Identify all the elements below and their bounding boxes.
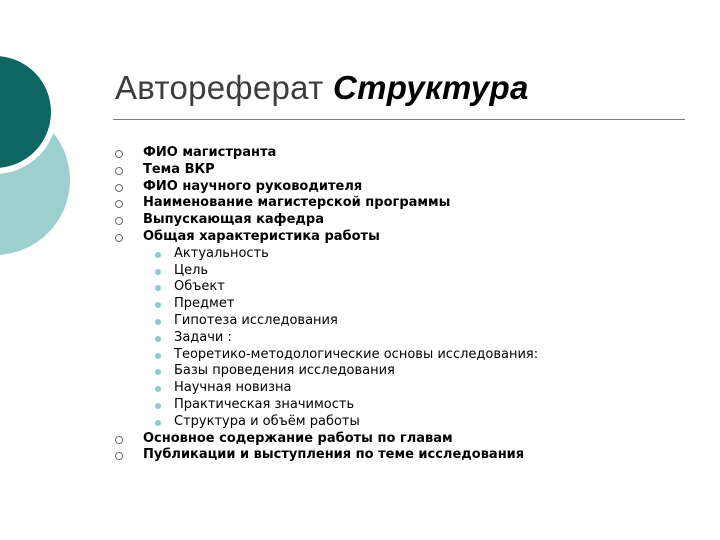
list-item-text: Объект <box>174 279 225 295</box>
list-item-text: Актуальность <box>174 245 269 261</box>
filled-circle-bullet-icon <box>155 252 161 258</box>
list-item-text: Наименование магистерской программы <box>143 195 451 211</box>
bullet-list <box>0 145 720 464</box>
list-item <box>0 212 720 229</box>
filled-circle-bullet-icon <box>155 403 161 409</box>
title-plain: Автореферат <box>115 69 324 106</box>
hollow-circle-bullet-icon <box>115 167 123 175</box>
list-item-text: Выпускающая кафедра <box>143 212 324 228</box>
filled-circle-bullet-icon <box>155 353 161 359</box>
list-item-text: ФИО научного руководителя <box>143 178 363 194</box>
list-item-text: Практическая значимость <box>174 396 355 412</box>
sub-list-item <box>0 397 720 414</box>
sub-list-item <box>0 263 720 280</box>
hollow-circle-bullet-icon <box>115 200 123 208</box>
hollow-circle-bullet-icon <box>115 452 123 460</box>
list-item <box>0 145 720 162</box>
hollow-circle-bullet-icon <box>115 184 123 192</box>
sub-list-item <box>0 279 720 296</box>
filled-circle-bullet-icon <box>155 269 161 275</box>
list-item <box>0 195 720 212</box>
slide-title <box>115 69 529 107</box>
sub-list-item <box>0 347 720 364</box>
filled-circle-bullet-icon <box>155 420 161 426</box>
list-item-text: Цель <box>174 262 209 278</box>
filled-circle-bullet-icon <box>155 336 161 342</box>
list-item <box>0 162 720 179</box>
list-item-text: Базы проведения исследования <box>174 363 395 379</box>
filled-circle-bullet-icon <box>155 369 161 375</box>
hollow-circle-bullet-icon <box>115 150 123 158</box>
sub-list-item <box>0 363 720 380</box>
list-item-text: Тема ВКР <box>143 161 215 177</box>
list-item-text: Основное содержание работы по главам <box>143 430 453 446</box>
list-item-text: Задачи : <box>174 329 232 345</box>
filled-circle-bullet-icon <box>155 386 161 392</box>
list-item <box>0 447 720 464</box>
list-item <box>0 179 720 196</box>
hollow-circle-bullet-icon <box>115 436 123 444</box>
hollow-circle-bullet-icon <box>115 217 123 225</box>
title-divider <box>113 119 685 120</box>
list-item-text: Теоретико-методологические основы исследования: <box>174 346 539 362</box>
list-item-text: Гипотеза исследования <box>174 312 338 328</box>
filled-circle-bullet-icon <box>155 285 161 291</box>
sub-list-item <box>0 296 720 313</box>
list-item <box>0 431 720 448</box>
filled-circle-bullet-icon <box>155 302 161 308</box>
list-item-text: Общая характеристика работы <box>143 228 380 244</box>
list-item-text: Структура и объём работы <box>174 413 360 429</box>
sub-list-item <box>0 313 720 330</box>
title-emphasis: Структура <box>333 69 529 106</box>
sub-list-item <box>0 330 720 347</box>
sub-list-item <box>0 380 720 397</box>
sub-list-item <box>0 246 720 263</box>
sub-list-item <box>0 414 720 431</box>
list-item-text: ФИО магистранта <box>143 145 277 160</box>
filled-circle-bullet-icon <box>155 319 161 325</box>
hollow-circle-bullet-icon <box>115 234 123 242</box>
list-item-text: Публикации и выступления по теме исследования <box>143 447 525 463</box>
list-item-text: Предмет <box>174 296 235 312</box>
list-item <box>0 229 720 246</box>
list-item-text: Научная новизна <box>174 380 292 396</box>
